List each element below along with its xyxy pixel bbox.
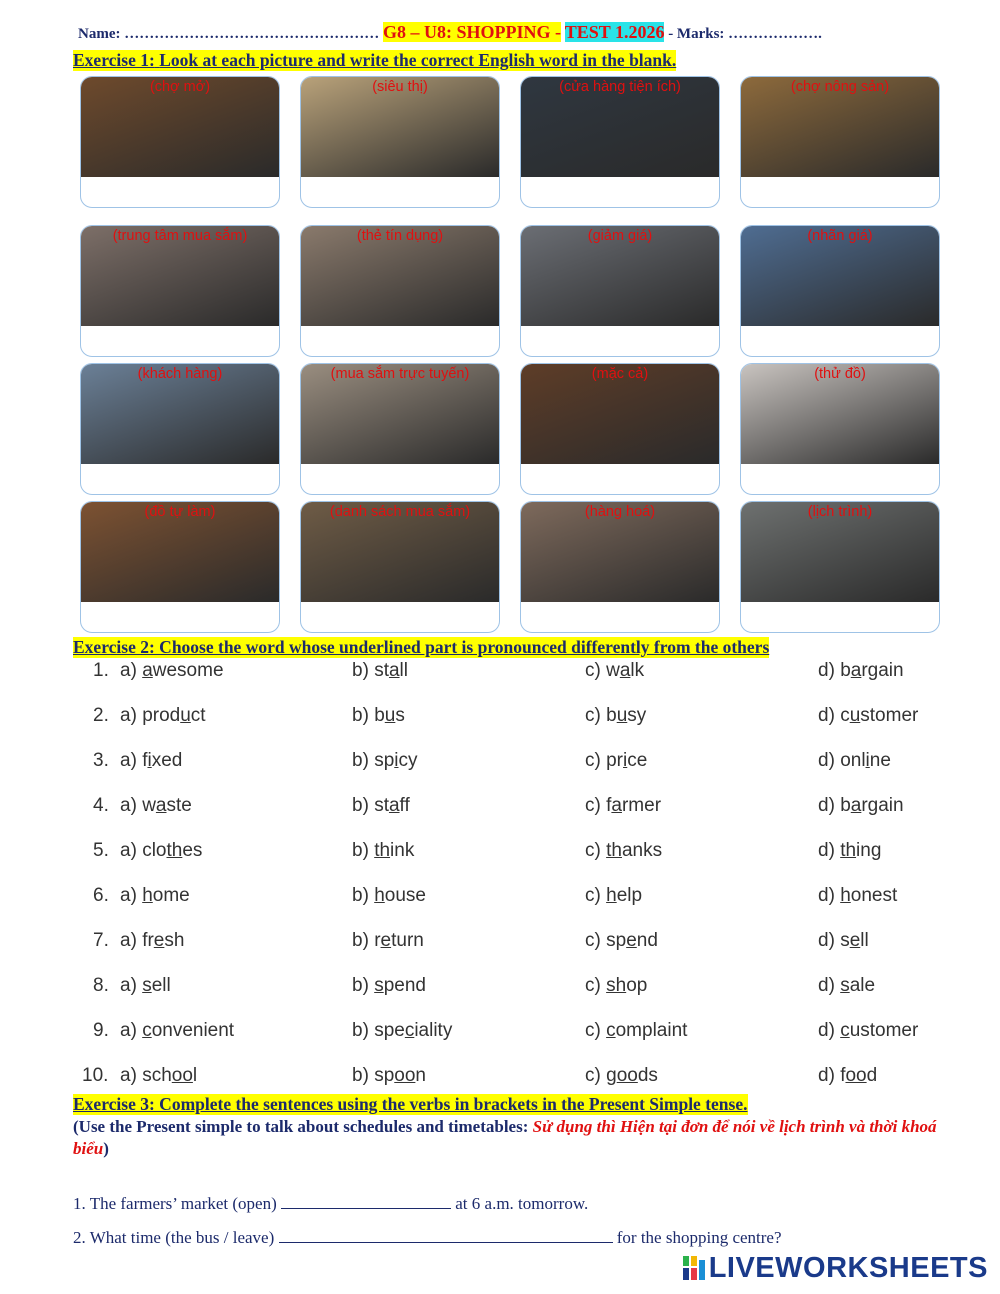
picture-image (521, 364, 719, 464)
test-label: TEST 1.2026 (564, 22, 665, 42)
word-prefix: onl (840, 750, 866, 771)
word-prefix: b (840, 660, 851, 681)
underlined-part: a (388, 795, 400, 816)
question-number: 3. (93, 750, 109, 771)
answer-option[interactable] (352, 750, 418, 772)
option-letter: d) (818, 795, 841, 816)
answer-option[interactable] (352, 885, 426, 907)
picture-caption: (khách hàng) (137, 366, 223, 382)
answer-option[interactable] (585, 1020, 687, 1042)
underlined-part: i (865, 750, 870, 771)
picture-card (740, 363, 940, 495)
picture-image (521, 226, 719, 326)
underlined-part: h (840, 885, 851, 906)
word-suffix: ll (399, 660, 408, 681)
exercise1-title (73, 50, 676, 71)
option-letter: b) (352, 750, 375, 771)
word-prefix: clo (142, 840, 167, 861)
option-letter: d) (818, 885, 841, 906)
picture-caption: (chợ mở) (149, 79, 211, 95)
logo-text: LIVEWORKSHEETS (708, 1252, 988, 1284)
answer-option[interactable] (818, 1020, 918, 1042)
underlined-part: u (180, 705, 191, 726)
word-suffix: n (415, 1065, 426, 1086)
answer-option[interactable] (818, 660, 904, 682)
word-prefix: b (606, 705, 617, 726)
option-letter: a) (120, 795, 143, 816)
picture-card (300, 501, 500, 633)
answer-option[interactable] (585, 750, 647, 772)
picture-caption: (mặc cả) (591, 366, 649, 382)
underlined-part: oo (616, 1065, 638, 1086)
word-suffix: pend (383, 975, 426, 996)
sentence-1-after: at 6 a.m. tomorrow. (451, 1194, 589, 1213)
sentence-1-before: 1. The farmers’ market (open) (73, 1194, 282, 1213)
picture-caption: (siêu thị) (372, 79, 428, 95)
picture-card (520, 501, 720, 633)
word-prefix: sp (606, 930, 627, 951)
option-letter: a) (120, 885, 143, 906)
picture-image (301, 226, 499, 326)
word-suffix: onest (850, 885, 898, 906)
exercise1-instruction: Look at each picture and write the correct English word in the blank. (159, 50, 677, 70)
underlined-part: a (850, 660, 862, 681)
underlined-part: s (374, 975, 384, 996)
answer-option[interactable] (120, 1020, 234, 1042)
answer-input[interactable] (747, 603, 933, 627)
underlined-part: th (840, 840, 857, 861)
word-suffix: turn (391, 930, 424, 951)
picture-image (301, 364, 499, 464)
word-suffix: ink (390, 840, 415, 861)
answer-option[interactable] (352, 975, 426, 997)
option-letter: a) (120, 975, 143, 996)
word-suffix: onvenient (151, 1020, 235, 1041)
underlined-part: a (850, 795, 862, 816)
answer-input[interactable] (527, 603, 713, 627)
option-letter: c) (585, 930, 607, 951)
picture-card (300, 363, 500, 495)
answer-option[interactable] (352, 1020, 452, 1042)
answer-option[interactable] (352, 840, 414, 862)
word-prefix: f (606, 795, 612, 816)
answer-option[interactable] (120, 750, 182, 772)
underlined-part: h (606, 885, 617, 906)
word-suffix: ustomer (849, 1020, 919, 1041)
answer-option[interactable] (818, 795, 904, 817)
picture-caption: (danh sách mua sắm) (329, 504, 471, 520)
question-number: 4. (93, 795, 109, 816)
marks-label: - Marks: ………………. (668, 26, 822, 42)
word-prefix: sp (374, 1065, 395, 1086)
picture-image (741, 226, 939, 326)
option-letter: b) (352, 930, 375, 951)
picture-image (741, 77, 939, 177)
answer-option[interactable] (585, 705, 646, 727)
word-suffix: ff (399, 795, 410, 816)
underlined-part: u (616, 705, 628, 726)
answer-input[interactable] (87, 178, 273, 202)
option-letter: d) (818, 975, 841, 996)
sentence-2-before: 2. What time (the bus / leave) (73, 1228, 279, 1247)
question-number: 1. (93, 660, 109, 681)
option-letter: c) (585, 885, 607, 906)
answer-option[interactable] (352, 660, 408, 682)
option-letter: b) (352, 705, 375, 726)
picture-card (520, 76, 720, 208)
answer-option[interactable] (585, 795, 661, 817)
underlined-part: s (840, 975, 850, 996)
underlined-part: c (142, 1020, 152, 1041)
answer-option[interactable] (585, 885, 642, 907)
answer-option[interactable] (818, 1065, 877, 1087)
answer-option[interactable] (818, 975, 875, 997)
underlined-part: oo (171, 1065, 193, 1086)
option-letter: c) (585, 975, 607, 996)
answer-input[interactable] (307, 178, 493, 202)
picture-card (80, 363, 280, 495)
word-suffix: ll (860, 930, 869, 951)
underlined-part: sh (606, 975, 627, 996)
picture-caption: (thẻ tín dụng) (356, 228, 444, 244)
option-letter: a) (120, 660, 143, 681)
underlined-part: oo (845, 1065, 867, 1086)
picture-image (81, 502, 279, 602)
answer-option[interactable] (120, 840, 202, 862)
answer-input[interactable] (87, 465, 273, 489)
picture-card (520, 363, 720, 495)
answer-input[interactable] (307, 327, 493, 351)
word-suffix: xed (151, 750, 183, 771)
word-suffix: sy (627, 705, 647, 726)
word-prefix: r (374, 930, 381, 951)
answer-input[interactable] (527, 327, 713, 351)
picture-caption: (thử đồ) (814, 366, 866, 382)
underlined-part: th (166, 840, 183, 861)
sentence-1-blank[interactable] (281, 1192, 451, 1209)
answer-input[interactable] (527, 465, 713, 489)
option-letter: a) (120, 930, 143, 951)
option-letter: c) (585, 750, 607, 771)
answer-option[interactable] (585, 930, 658, 952)
exercise1-lead: Exercise 1: (73, 50, 155, 70)
word-suffix: ing (856, 840, 882, 861)
word-suffix: d (866, 1065, 878, 1086)
underlined-part: u (384, 705, 396, 726)
underlined-part: u (849, 705, 861, 726)
picture-card (520, 225, 720, 357)
picture-card (300, 225, 500, 357)
option-letter: c) (585, 660, 607, 681)
question-number: 8. (93, 975, 109, 996)
word-suffix: nd (636, 930, 658, 951)
word-prefix: sch (142, 1065, 172, 1086)
answer-option[interactable] (352, 705, 405, 727)
underlined-part: a (142, 660, 153, 681)
answer-option[interactable] (120, 705, 206, 727)
option-letter: c) (585, 1065, 607, 1086)
option-letter: b) (352, 840, 375, 861)
answer-option[interactable] (818, 885, 897, 907)
word-prefix: f (840, 1065, 846, 1086)
answer-option[interactable] (352, 1065, 426, 1087)
answer-option[interactable] (585, 660, 644, 682)
option-letter: d) (818, 1020, 841, 1041)
liveworksheets-logo-icon (683, 1256, 705, 1280)
picture-image (741, 502, 939, 602)
underlined-part: a (611, 795, 622, 816)
picture-card (80, 501, 280, 633)
picture-card (740, 501, 940, 633)
option-letter: c) (585, 795, 607, 816)
answer-input[interactable] (747, 327, 933, 351)
word-prefix: s (840, 930, 850, 951)
answer-input[interactable] (87, 603, 273, 627)
option-letter: a) (120, 1065, 143, 1086)
answer-input[interactable] (307, 603, 493, 627)
word-suffix: ome (152, 885, 190, 906)
word-prefix: sp (374, 750, 395, 771)
underlined-part: a (388, 660, 400, 681)
exercise3-note-en: (Use the Present simple to talk about schedules and timetables: (73, 1117, 533, 1136)
picture-card (740, 76, 940, 208)
word-suffix: ste (166, 795, 192, 816)
word-suffix: elp (616, 885, 643, 906)
sentence-2 (73, 1226, 782, 1248)
word-suffix: rgain (861, 795, 904, 816)
option-letter: b) (352, 885, 375, 906)
word-suffix: wesome (152, 660, 224, 681)
underlined-part: c (606, 1020, 616, 1041)
answer-option[interactable] (352, 795, 410, 817)
option-letter: b) (352, 660, 375, 681)
option-letter: d) (818, 1065, 841, 1086)
word-suffix: anks (621, 840, 663, 861)
underlined-part: oo (394, 1065, 416, 1086)
option-letter: c) (585, 705, 607, 726)
word-prefix: g (606, 1065, 617, 1086)
option-letter: c) (585, 1020, 607, 1041)
word-suffix: ell (151, 975, 171, 996)
word-prefix: f (142, 750, 148, 771)
word-prefix: pr (606, 750, 624, 771)
picture-image (741, 364, 939, 464)
option-letter: a) (120, 705, 143, 726)
answer-option[interactable] (120, 660, 224, 682)
option-letter: d) (818, 840, 841, 861)
worksheet-title: G8 – U8: SHOPPING - (382, 22, 561, 42)
word-prefix: b (374, 705, 385, 726)
word-suffix: es (182, 840, 203, 861)
sentence-1 (73, 1192, 588, 1214)
question-number: 9. (93, 1020, 109, 1041)
underlined-part: c (404, 1020, 415, 1041)
exercise3-title: Exercise 3: Complete the sentences using the verbs in brackets in the Present Simple tense. (73, 1094, 748, 1114)
answer-option[interactable] (585, 1065, 658, 1087)
underlined-part: i (394, 750, 399, 771)
worksheet-header (78, 22, 958, 43)
picture-caption: (chợ nông sản) (790, 79, 890, 95)
answer-input[interactable] (747, 465, 933, 489)
answer-option[interactable] (818, 930, 869, 952)
answer-option[interactable] (120, 975, 171, 997)
underlined-part: e (153, 930, 165, 951)
underlined-part: i (623, 750, 628, 771)
liveworksheets-logo (683, 1252, 988, 1285)
option-letter: a) (120, 750, 143, 771)
underlined-part: th (606, 840, 622, 861)
word-suffix: ct (190, 705, 206, 726)
answer-option[interactable] (818, 840, 881, 862)
option-letter: d) (818, 705, 841, 726)
word-suffix: stomer (860, 705, 919, 726)
word-prefix: prod (142, 705, 181, 726)
picture-caption: (trung tâm mua sắm) (112, 228, 248, 244)
exercise3-note (73, 1116, 943, 1160)
word-suffix: cy (398, 750, 418, 771)
answer-option[interactable] (120, 795, 192, 817)
picture-caption: (nhãn giá) (807, 228, 873, 244)
word-suffix: s (395, 705, 405, 726)
question-number: 5. (93, 840, 109, 861)
picture-image (301, 77, 499, 177)
answer-input[interactable] (747, 178, 933, 202)
option-letter: b) (352, 975, 375, 996)
underlined-part: h (374, 885, 385, 906)
word-suffix: ale (849, 975, 876, 996)
word-prefix: spe (374, 1020, 405, 1041)
word-prefix: w (142, 795, 156, 816)
picture-card (80, 76, 280, 208)
option-letter: b) (352, 1020, 375, 1041)
picture-card (80, 225, 280, 357)
answer-option[interactable] (818, 705, 918, 727)
name-label: Name: …………………………………………… (78, 26, 380, 42)
answer-input[interactable] (87, 327, 273, 351)
underlined-part: th (374, 840, 391, 861)
word-suffix: lk (630, 660, 645, 681)
picture-caption: (giảm giá) (587, 228, 653, 244)
word-suffix: ce (627, 750, 648, 771)
underlined-part: e (626, 930, 637, 951)
answer-option[interactable] (352, 930, 424, 952)
exercise3-note-close: ) (103, 1139, 109, 1158)
underlined-part: e (380, 930, 392, 951)
picture-card (300, 76, 500, 208)
question-number: 2. (93, 705, 109, 726)
word-suffix: l (192, 1065, 198, 1086)
underlined-part: e (849, 930, 861, 951)
underlined-part: c (840, 1020, 850, 1041)
option-letter: a) (120, 1020, 143, 1041)
word-suffix: ne (869, 750, 891, 771)
answer-option[interactable] (120, 885, 190, 907)
word-suffix: omplaint (615, 1020, 688, 1041)
picture-caption: (cửa hàng tiện ích) (559, 79, 681, 95)
picture-caption: (đồ tự làm) (144, 504, 216, 520)
picture-image (301, 502, 499, 602)
word-suffix: ds (637, 1065, 658, 1086)
option-letter: b) (352, 1065, 375, 1086)
word-prefix: st (374, 795, 389, 816)
picture-card (740, 225, 940, 357)
exercise3-note-vn: Sử dụng thì Hiện tại đơn để nói về lịch trình và thời khoá biểu (73, 1117, 937, 1158)
word-suffix: rgain (861, 660, 904, 681)
picture-caption: (hàng hoá) (584, 504, 656, 520)
picture-caption: (mua sắm trực tuyến) (330, 366, 470, 382)
underlined-part: a (155, 795, 167, 816)
question-number: 7. (93, 930, 109, 951)
word-prefix: w (606, 660, 620, 681)
picture-image (521, 77, 719, 177)
word-prefix: b (840, 795, 851, 816)
answer-option[interactable] (585, 975, 647, 997)
answer-input[interactable] (307, 465, 493, 489)
option-letter: d) (818, 930, 841, 951)
option-letter: b) (352, 795, 375, 816)
word-prefix: fr (142, 930, 154, 951)
answer-input[interactable] (527, 178, 713, 202)
picture-image (81, 226, 279, 326)
word-prefix: c (840, 705, 850, 726)
option-letter: c) (585, 840, 607, 861)
underlined-part: a (619, 660, 631, 681)
answer-option[interactable] (818, 750, 891, 772)
option-letter: d) (818, 660, 841, 681)
sentence-2-after: for the shopping centre? (612, 1228, 782, 1247)
word-suffix: rmer (621, 795, 662, 816)
underlined-part: h (142, 885, 153, 906)
option-letter: d) (818, 750, 841, 771)
question-number: 6. (93, 885, 109, 906)
word-suffix: ouse (384, 885, 426, 906)
answer-option[interactable] (120, 1065, 197, 1087)
word-suffix: op (626, 975, 648, 996)
underlined-part: i (147, 750, 152, 771)
option-letter: a) (120, 840, 143, 861)
picture-caption: (lịch trình) (807, 504, 873, 520)
underlined-part: s (142, 975, 152, 996)
exercise2-title: Exercise 2: Choose the word whose underlined part is pronounced differently from the others (73, 637, 770, 657)
sentence-2-blank[interactable] (279, 1226, 613, 1243)
word-prefix: st (374, 660, 389, 681)
answer-option[interactable] (585, 840, 662, 862)
picture-image (81, 364, 279, 464)
word-suffix: sh (164, 930, 185, 951)
word-suffix: iality (414, 1020, 453, 1041)
answer-option[interactable] (120, 930, 184, 952)
picture-image (521, 502, 719, 602)
question-number: 10. (82, 1065, 109, 1086)
picture-image (81, 77, 279, 177)
